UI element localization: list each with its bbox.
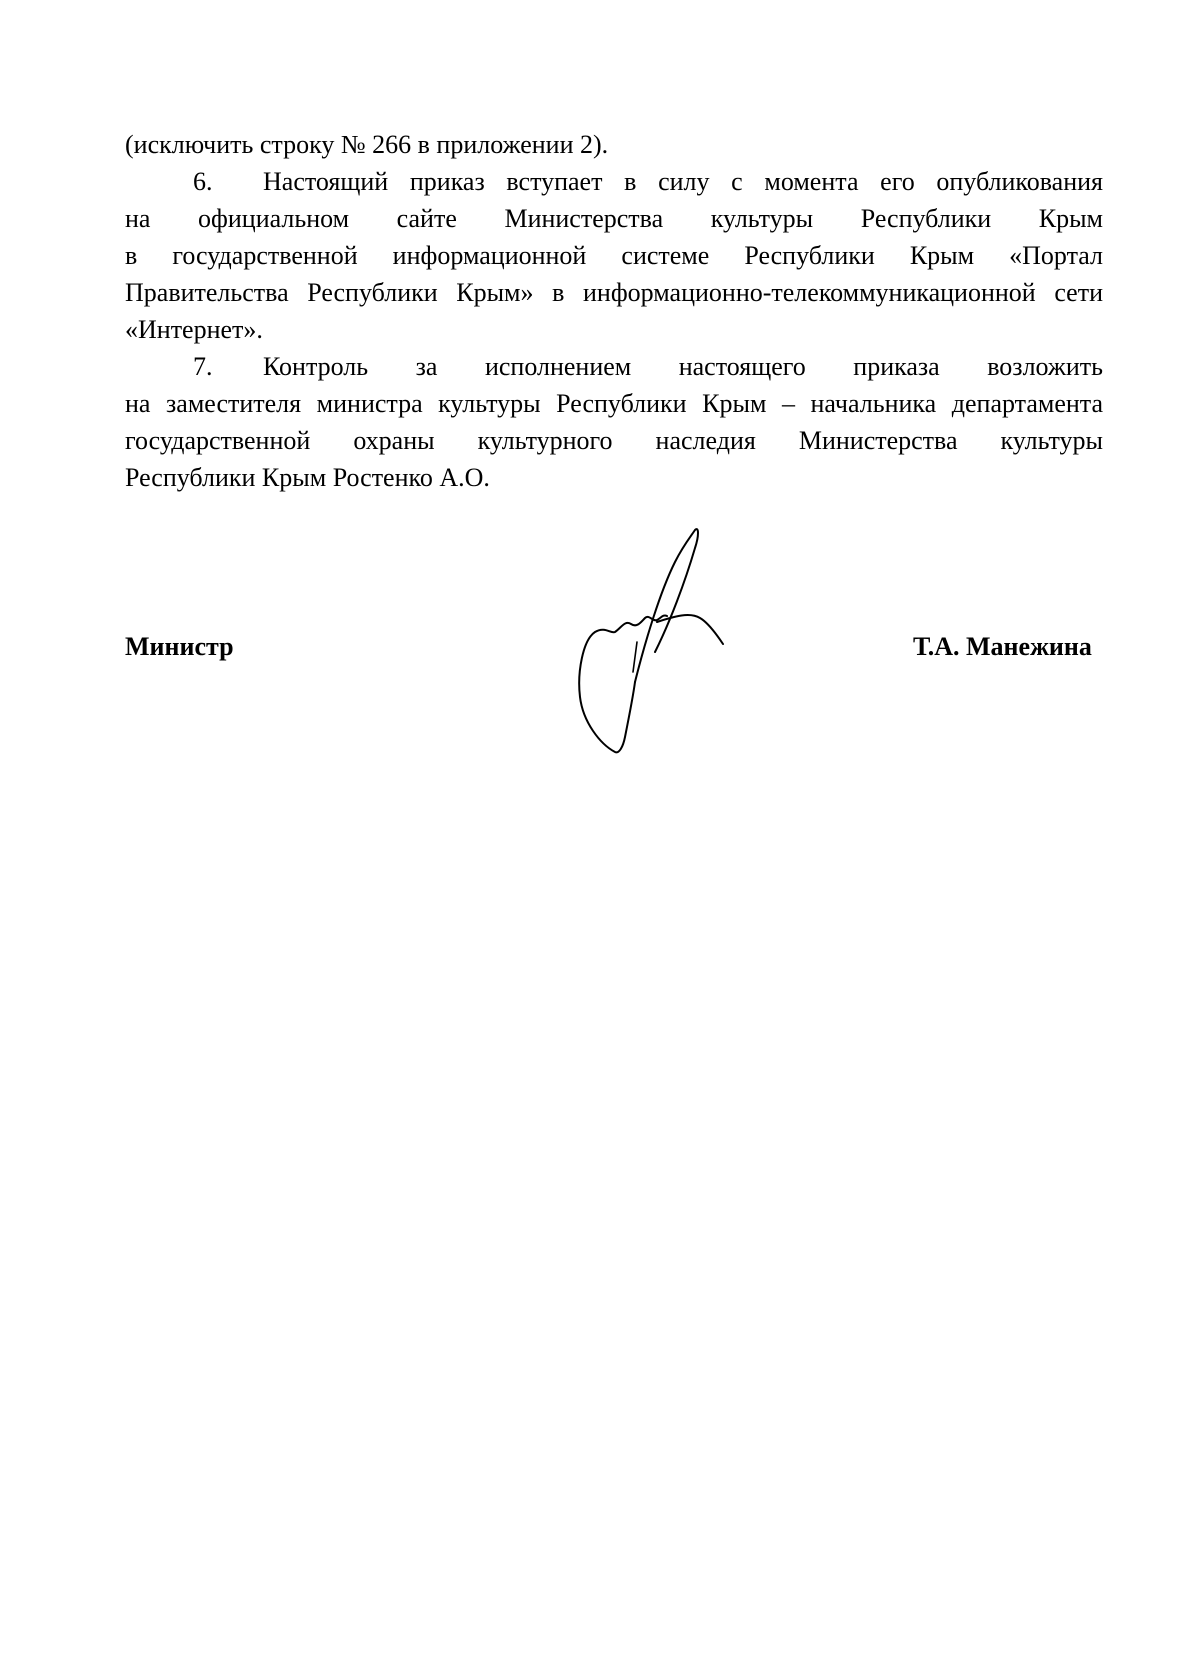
text-line: Контроль за исполнением настоящего приказа возложить [263,352,1103,381]
paragraph-number: 7. [193,352,213,381]
paragraph-number: 6. [193,167,213,196]
text-line: на заместителя министра культуры Республики Крым – начальника департамента [125,389,1103,418]
text-line: государственной охраны культурного наследия Министерства культуры [125,426,1103,455]
text-line: «Интернет». [125,315,263,344]
text-line: Настоящий приказ вступает в силу с момента его опубликования [263,167,1103,196]
text-line: в государственной информационной системе Республики Крым «Портал [125,241,1103,270]
text-line: (исключить строку № 266 в приложении 2). [125,130,609,159]
signatory-name: Т.А. Манежина [913,632,1092,661]
document-body [125,126,1103,496]
signature-icon [575,522,750,762]
signatory-title: Министр [125,632,234,661]
text-line: Правительства Республики Крым» в информационно-телекоммуникационной сети [125,278,1103,307]
paragraph-7-first-line [125,348,1103,385]
paragraph-6-first-line [125,163,1103,200]
text-line: Республики Крым Ростенко А.О. [125,463,490,492]
text-line: на официальном сайте Министерства культуры Республики Крым [125,204,1103,233]
